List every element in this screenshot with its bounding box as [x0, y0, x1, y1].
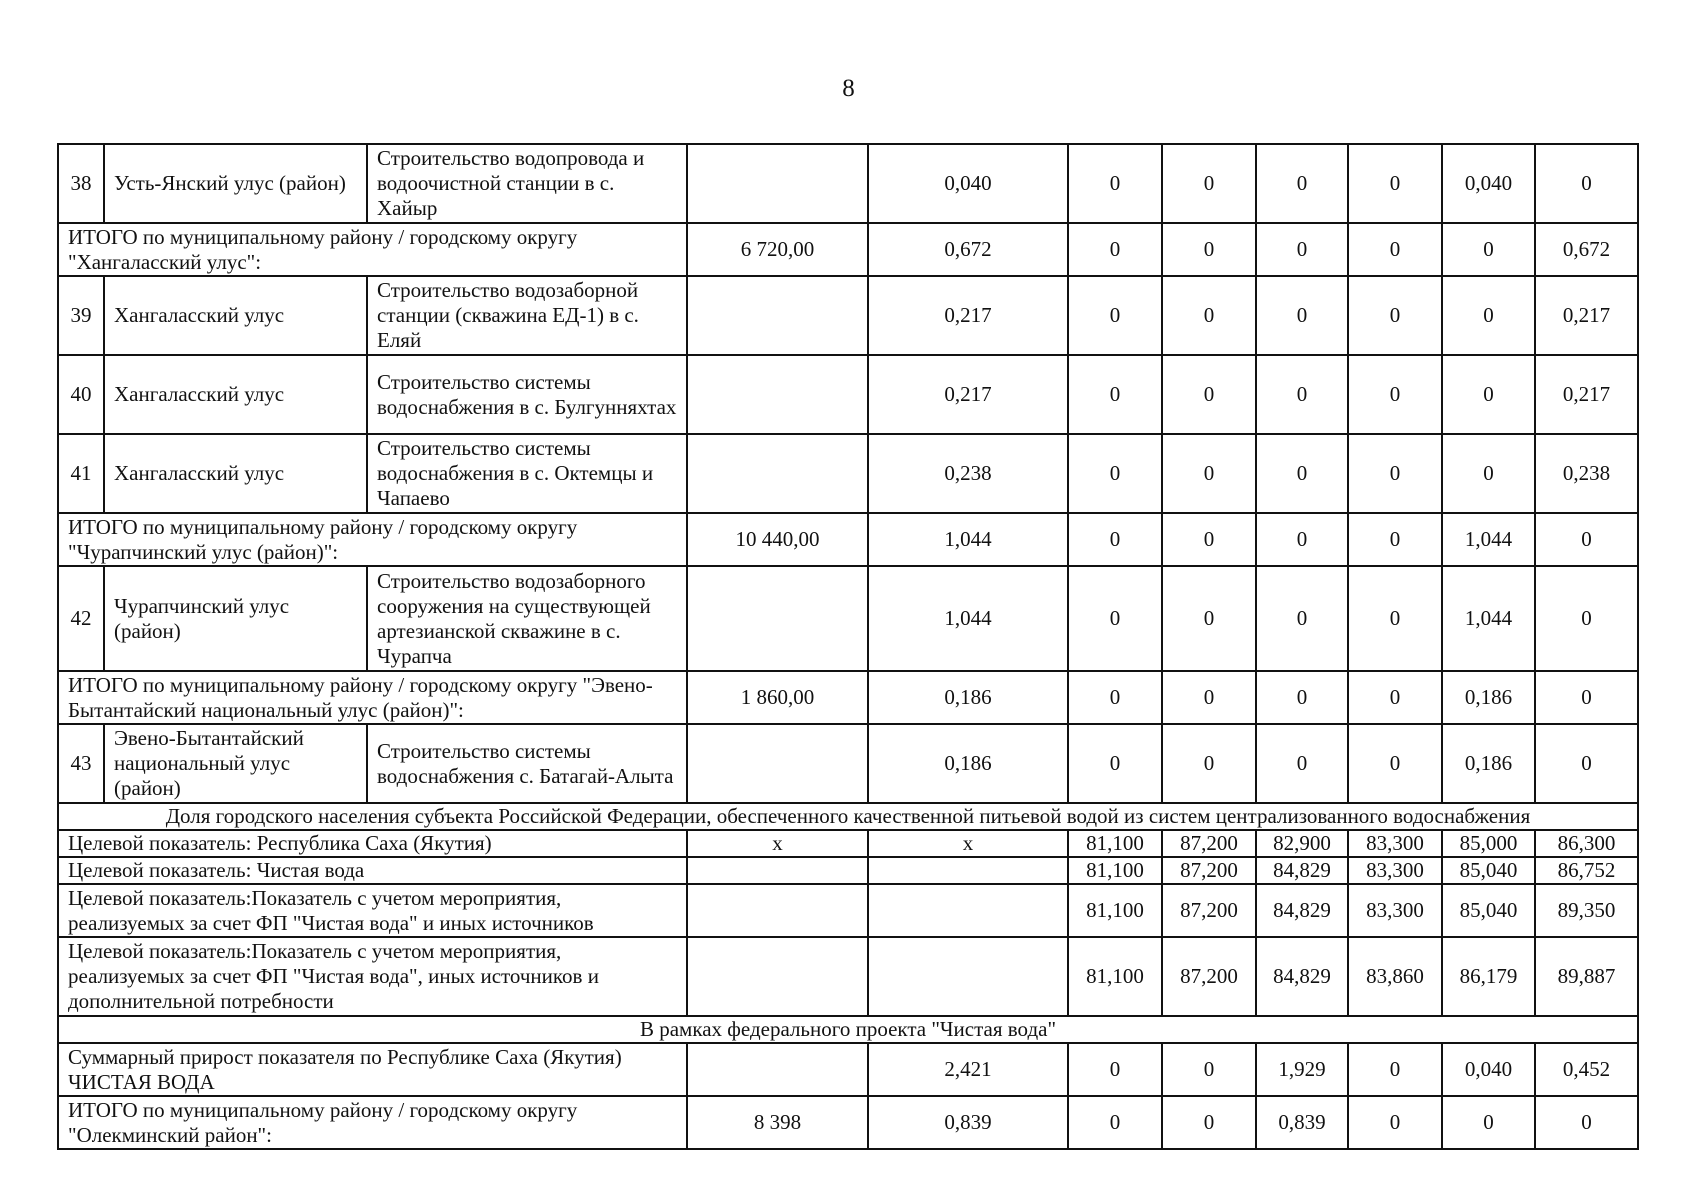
- value-cell: 0: [1256, 223, 1348, 276]
- amount-cell: [687, 884, 868, 937]
- value-cell: 0: [1535, 513, 1638, 566]
- item-row: [58, 566, 1638, 671]
- value-cell: 81,100: [1068, 937, 1162, 1016]
- value-cell: 83,300: [1348, 830, 1442, 857]
- value-cell: 0,672: [868, 223, 1068, 276]
- value-cell: 2,421: [868, 1043, 1068, 1096]
- project-name: Строительство водозаборной станции (скважина ЕД-1) в с. Еляй: [367, 276, 687, 355]
- amount-cell: [687, 724, 868, 803]
- target-row: [58, 884, 1638, 937]
- target-label: Целевой показатель: Республика Саха (Якутия): [58, 830, 687, 857]
- value-cell: 0,217: [868, 276, 1068, 355]
- project-name: Строительство системы водоснабжения в с. Булгунняхтах: [367, 355, 687, 434]
- total-row: [58, 513, 1638, 566]
- district-name: Хангаласский улус: [104, 355, 367, 434]
- value-cell: 0: [1256, 144, 1348, 223]
- value-cell: 1,044: [1442, 513, 1535, 566]
- section-title: Доля городского населения субъекта Российской Федерации, обеспеченного качественной питьевой водой из систем централизованного водоснабжения: [58, 803, 1638, 830]
- project-name: Строительство системы водоснабжения в с. Октемцы и Чапаево: [367, 434, 687, 513]
- project-name: Строительство водозаборного сооружения на существующей артезианской скважине в с. Чурапча: [367, 566, 687, 671]
- district-name: Чурапчинский улус (район): [104, 566, 367, 671]
- value-cell: 0,839: [1256, 1096, 1348, 1149]
- value-cell: 0: [1535, 1096, 1638, 1149]
- value-cell: 85,000: [1442, 830, 1535, 857]
- value-cell: 84,829: [1256, 857, 1348, 884]
- target-row: [58, 937, 1638, 1016]
- amount-cell: 8 398: [687, 1096, 868, 1149]
- amount-cell: [687, 857, 868, 884]
- row-number: 40: [58, 355, 104, 434]
- value-cell: [868, 884, 1068, 937]
- total-label: ИТОГО по муниципальному району / городскому округу "Эвено-Бытантайский национальный улус (район)":: [58, 671, 687, 724]
- project-name: Строительство водопровода и водоочистной станции в с. Хайыр: [367, 144, 687, 223]
- value-cell: 0,040: [1442, 144, 1535, 223]
- value-cell: 83,300: [1348, 857, 1442, 884]
- value-cell: 86,300: [1535, 830, 1638, 857]
- value-cell: 0: [1162, 144, 1256, 223]
- value-cell: 84,829: [1256, 937, 1348, 1016]
- row-number: 41: [58, 434, 104, 513]
- value-cell: 84,829: [1256, 884, 1348, 937]
- amount-cell: [687, 355, 868, 434]
- value-cell: 0: [1348, 355, 1442, 434]
- value-cell: 0,186: [1442, 671, 1535, 724]
- value-cell: 0: [1348, 223, 1442, 276]
- item-row: [58, 355, 1638, 434]
- value-cell: 0,186: [1442, 724, 1535, 803]
- district-name: Хангаласский улус: [104, 276, 367, 355]
- amount-cell: х: [687, 830, 868, 857]
- section-title: В рамках федерального проекта "Чистая вода": [58, 1016, 1638, 1043]
- amount-cell: 10 440,00: [687, 513, 868, 566]
- target-row: [58, 857, 1638, 884]
- value-cell: 0,452: [1535, 1043, 1638, 1096]
- row-number: 38: [58, 144, 104, 223]
- value-cell: 0: [1068, 355, 1162, 434]
- value-cell: 0,672: [1535, 223, 1638, 276]
- value-cell: 0: [1162, 1096, 1256, 1149]
- district-name: Эвено-Бытантайский национальный улус (район): [104, 724, 367, 803]
- value-cell: 1,044: [1442, 566, 1535, 671]
- amount-cell: [687, 566, 868, 671]
- value-cell: 0: [1256, 276, 1348, 355]
- amount-cell: [687, 937, 868, 1016]
- item-row: [58, 434, 1638, 513]
- table-body: [58, 144, 1638, 1149]
- value-cell: 0: [1256, 671, 1348, 724]
- value-cell: 0: [1162, 1043, 1256, 1096]
- amount-cell: [687, 276, 868, 355]
- value-cell: 0: [1162, 355, 1256, 434]
- value-cell: 0: [1348, 671, 1442, 724]
- value-cell: 0: [1068, 671, 1162, 724]
- total-row: [58, 671, 1638, 724]
- value-cell: 0: [1535, 144, 1638, 223]
- value-cell: 0: [1442, 276, 1535, 355]
- value-cell: 0,217: [1535, 276, 1638, 355]
- item-row: [58, 276, 1638, 355]
- section-header-row: [58, 803, 1638, 830]
- item-row: [58, 724, 1638, 803]
- value-cell: 85,040: [1442, 884, 1535, 937]
- value-cell: 0: [1535, 724, 1638, 803]
- value-cell: [868, 937, 1068, 1016]
- value-cell: 0: [1348, 724, 1442, 803]
- value-cell: 0: [1535, 671, 1638, 724]
- value-cell: 0: [1348, 276, 1442, 355]
- value-cell: 0: [1162, 434, 1256, 513]
- value-cell: 83,860: [1348, 937, 1442, 1016]
- value-cell: 0,186: [868, 724, 1068, 803]
- value-cell: 0: [1162, 513, 1256, 566]
- value-cell: 0: [1256, 513, 1348, 566]
- total-row: [58, 1096, 1638, 1149]
- value-cell: 0: [1348, 434, 1442, 513]
- program-table: [57, 143, 1639, 1150]
- value-cell: 0,238: [1535, 434, 1638, 513]
- value-cell: 1,044: [868, 513, 1068, 566]
- value-cell: 81,100: [1068, 830, 1162, 857]
- section-header-row: [58, 1016, 1638, 1043]
- value-cell: 89,887: [1535, 937, 1638, 1016]
- value-cell: 0: [1256, 434, 1348, 513]
- value-cell: 0: [1348, 566, 1442, 671]
- value-cell: 0,217: [1535, 355, 1638, 434]
- value-cell: 1,044: [868, 566, 1068, 671]
- total-row: [58, 1043, 1638, 1096]
- value-cell: 0: [1256, 566, 1348, 671]
- value-cell: 0: [1348, 513, 1442, 566]
- value-cell: 0: [1068, 513, 1162, 566]
- value-cell: 0: [1256, 724, 1348, 803]
- value-cell: 83,300: [1348, 884, 1442, 937]
- value-cell: 0: [1348, 144, 1442, 223]
- amount-cell: [687, 434, 868, 513]
- page-number: 8: [842, 75, 855, 102]
- value-cell: 0: [1068, 434, 1162, 513]
- value-cell: 0,040: [868, 144, 1068, 223]
- value-cell: 0,839: [868, 1096, 1068, 1149]
- value-cell: 86,179: [1442, 937, 1535, 1016]
- value-cell: 87,200: [1162, 937, 1256, 1016]
- value-cell: 0,238: [868, 434, 1068, 513]
- target-label: Целевой показатель:Показатель с учетом мероприятия, реализуемых за счет ФП "Чистая вода" и иных источников: [58, 884, 687, 937]
- project-name: Строительство системы водоснабжения с. Батагай-Алыта: [367, 724, 687, 803]
- value-cell: х: [868, 830, 1068, 857]
- value-cell: 0,186: [868, 671, 1068, 724]
- value-cell: 81,100: [1068, 884, 1162, 937]
- value-cell: 0,040: [1442, 1043, 1535, 1096]
- value-cell: 87,200: [1162, 857, 1256, 884]
- value-cell: 0: [1442, 434, 1535, 513]
- value-cell: 81,100: [1068, 857, 1162, 884]
- value-cell: 85,040: [1442, 857, 1535, 884]
- value-cell: 0: [1068, 276, 1162, 355]
- value-cell: 0: [1068, 1096, 1162, 1149]
- district-name: Усть-Янский улус (район): [104, 144, 367, 223]
- value-cell: 0: [1068, 1043, 1162, 1096]
- item-row: [58, 144, 1638, 223]
- value-cell: 0: [1162, 671, 1256, 724]
- value-cell: 0: [1442, 1096, 1535, 1149]
- target-label: Целевой показатель:Показатель с учетом мероприятия, реализуемых за счет ФП "Чистая вода", иных источников и дополнительной потребности: [58, 937, 687, 1016]
- value-cell: 0: [1068, 223, 1162, 276]
- district-name: Хангаласский улус: [104, 434, 367, 513]
- value-cell: 0: [1162, 566, 1256, 671]
- total-label: Суммарный прирост показателя по Республике Саха (Якутия) ЧИСТАЯ ВОДА: [58, 1043, 687, 1096]
- value-cell: 87,200: [1162, 830, 1256, 857]
- value-cell: 0,217: [868, 355, 1068, 434]
- value-cell: 0: [1162, 276, 1256, 355]
- value-cell: 86,752: [1535, 857, 1638, 884]
- value-cell: 89,350: [1535, 884, 1638, 937]
- total-label: ИТОГО по муниципальному району / городскому округу "Чурапчинский улус (район)":: [58, 513, 687, 566]
- value-cell: 82,900: [1256, 830, 1348, 857]
- value-cell: 0: [1442, 223, 1535, 276]
- value-cell: 0: [1348, 1043, 1442, 1096]
- value-cell: 0: [1256, 355, 1348, 434]
- total-label: ИТОГО по муниципальному району / городскому округу "Олекминский район":: [58, 1096, 687, 1149]
- value-cell: [868, 857, 1068, 884]
- amount-cell: 1 860,00: [687, 671, 868, 724]
- value-cell: 87,200: [1162, 884, 1256, 937]
- value-cell: 0: [1068, 144, 1162, 223]
- value-cell: 1,929: [1256, 1043, 1348, 1096]
- amount-cell: 6 720,00: [687, 223, 868, 276]
- value-cell: 0: [1162, 223, 1256, 276]
- target-label: Целевой показатель: Чистая вода: [58, 857, 687, 884]
- row-number: 42: [58, 566, 104, 671]
- amount-cell: [687, 1043, 868, 1096]
- value-cell: 0: [1162, 724, 1256, 803]
- target-row: [58, 830, 1638, 857]
- total-row: [58, 223, 1638, 276]
- value-cell: 0: [1535, 566, 1638, 671]
- value-cell: 0: [1442, 355, 1535, 434]
- total-label: ИТОГО по муниципальному району / городскому округу "Хангаласский улус":: [58, 223, 687, 276]
- amount-cell: [687, 144, 868, 223]
- row-number: 43: [58, 724, 104, 803]
- value-cell: 0: [1068, 724, 1162, 803]
- row-number: 39: [58, 276, 104, 355]
- value-cell: 0: [1068, 566, 1162, 671]
- value-cell: 0: [1348, 1096, 1442, 1149]
